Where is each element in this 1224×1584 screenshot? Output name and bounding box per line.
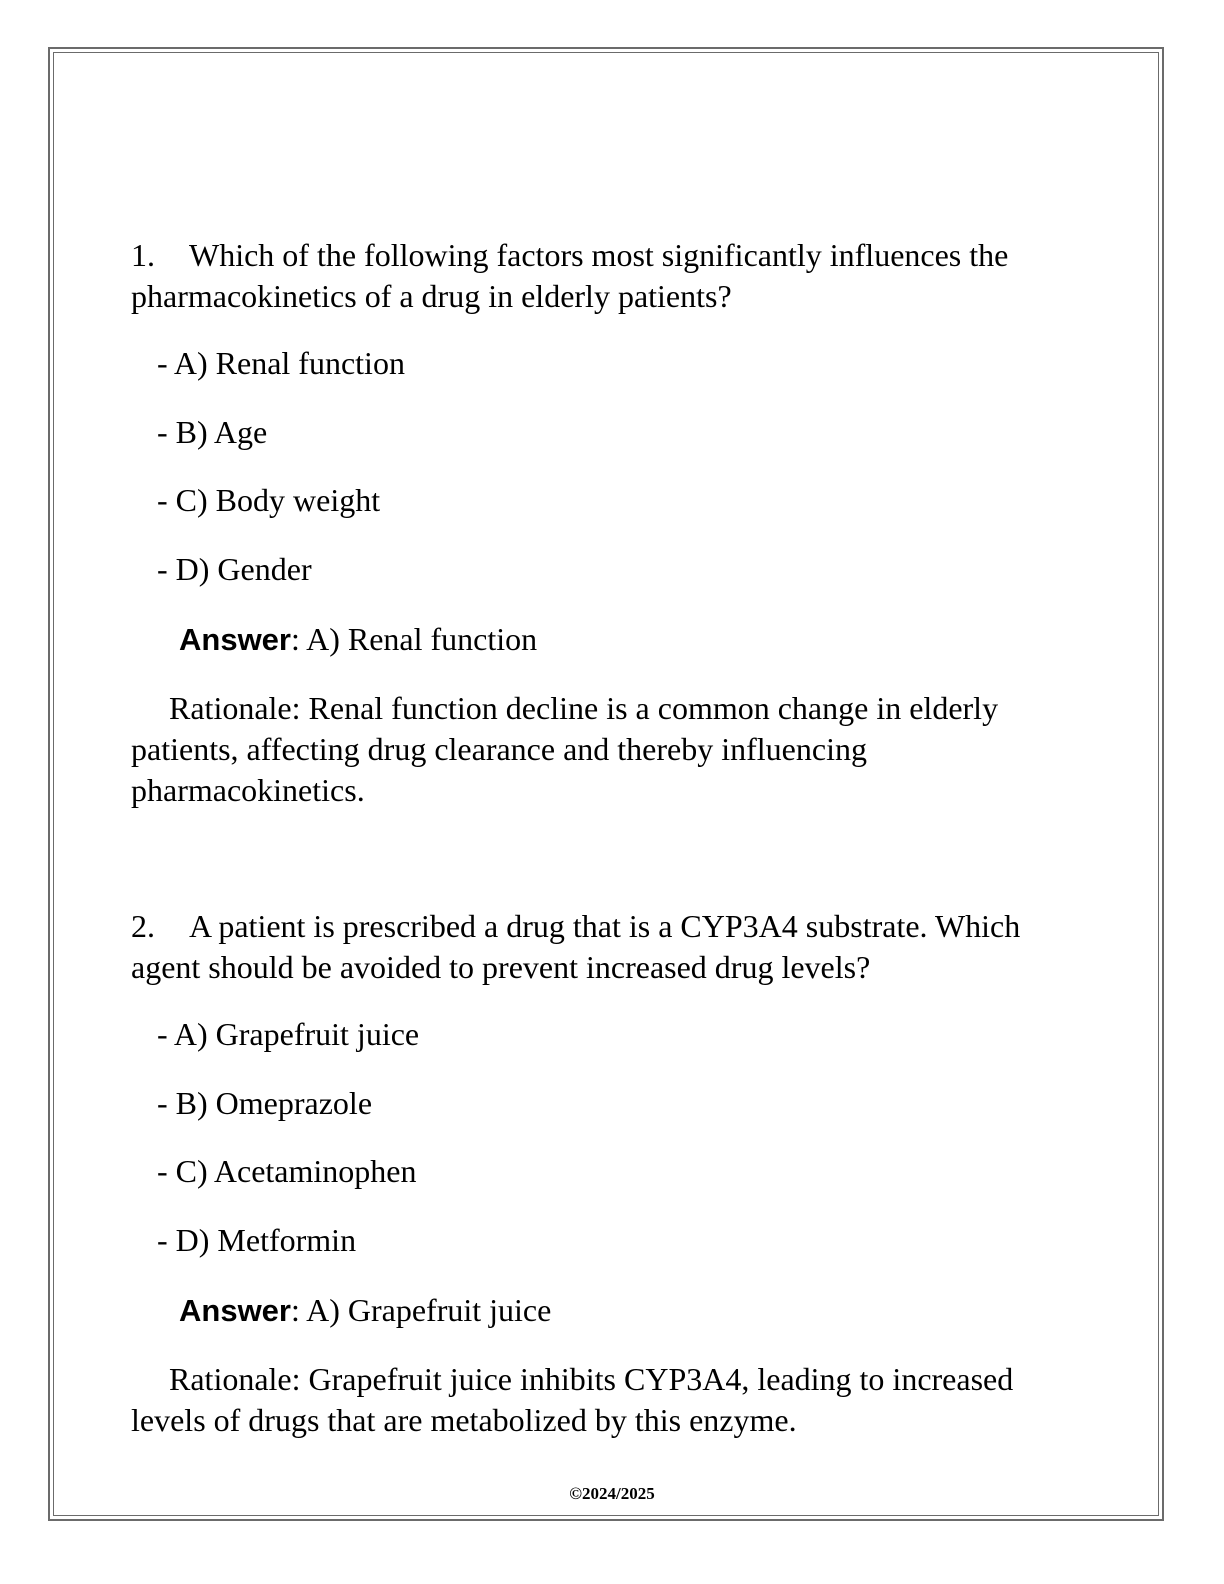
option-b: - B) Omeprazole <box>157 1085 373 1121</box>
option-c: - C) Body weight <box>157 482 381 518</box>
question-number: 1. <box>131 237 155 273</box>
option-b: - B) Age <box>157 414 268 450</box>
answer <box>131 621 1091 658</box>
copyright-footer: ©2024/2025 <box>569 1484 655 1503</box>
option-c: - C) Acetaminophen <box>157 1153 417 1189</box>
answer-text: : A) Renal function <box>290 621 538 657</box>
answer <box>131 1292 1091 1329</box>
answer-label: Answer <box>179 622 291 657</box>
option-d: - D) Gender <box>157 551 312 587</box>
answer-text: : A) Grapefruit juice <box>290 1292 552 1328</box>
rationale: Rationale: Renal function decline is a common change in elderly patients, affecting drug clearance and thereby influencing pharmacokinetics. <box>131 690 999 808</box>
rationale: Rationale: Grapefruit juice inhibits CYP3A4, leading to increased levels of drugs that are metabolized by this enzyme. <box>131 1361 1014 1438</box>
option-a: - A) Renal function <box>157 345 405 381</box>
question-text: 2. A patient is prescribed a drug that is a CYP3A4 substrate. Which agent should be avoided to prevent increased drug levels? <box>131 908 1021 985</box>
question-2 <box>131 906 1091 988</box>
question-1 <box>131 235 1091 317</box>
answer-label: Answer <box>179 1293 291 1328</box>
question-text: 1. Which of the following factors most significantly influences the pharmacokinetics of a drug in elderly patients? <box>131 237 1009 314</box>
option-a: - A) Grapefruit juice <box>157 1016 420 1052</box>
question-number: 2. <box>131 908 155 944</box>
option-d: - D) Metformin <box>157 1222 357 1258</box>
